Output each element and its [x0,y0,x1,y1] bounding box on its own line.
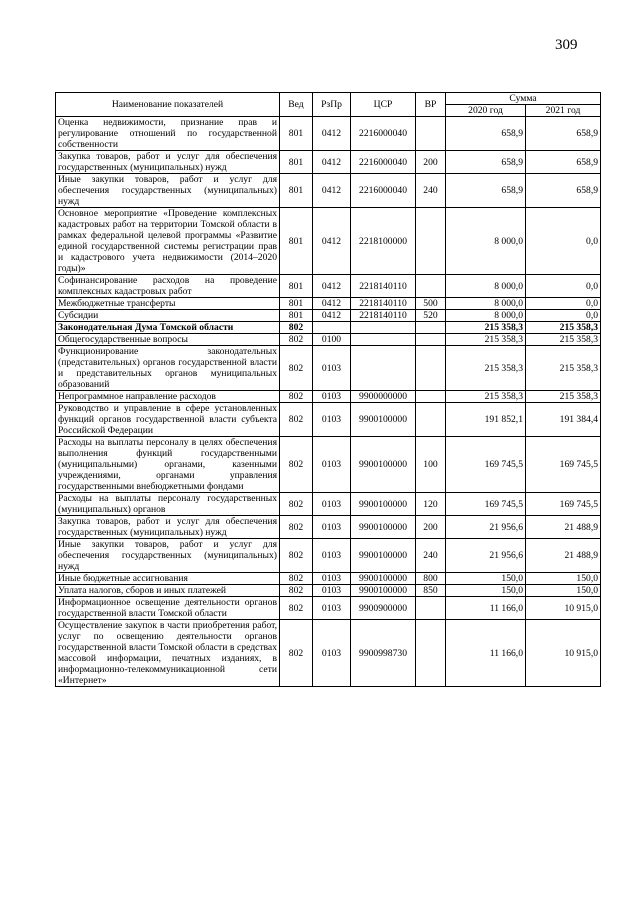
cell-vr: 240 [416,174,446,208]
cell-ved: 802 [280,334,313,346]
cell-rzpr: 0103 [313,585,351,597]
cell-ved: 802 [280,539,313,573]
cell-y2021: 150,0 [526,573,601,585]
cell-csr: 2218140110 [351,275,416,298]
cell-csr: 2216000040 [351,174,416,208]
header-sum: Сумма [446,93,601,105]
cell-vr [416,334,446,346]
cell-ved: 801 [280,275,313,298]
cell-name: Иные закупки товаров, работ и услуг для обеспечения государственных (муниципальных) нужд [56,174,280,208]
cell-ved: 801 [280,151,313,174]
cell-y2021: 0,0 [526,208,601,275]
cell-csr: 9900100000 [351,437,416,493]
cell-y2020: 11 166,0 [446,620,526,687]
cell-y2021: 215 358,3 [526,391,601,403]
cell-ved: 802 [280,493,313,516]
table-row [56,516,601,539]
table-row [56,174,601,208]
cell-y2021: 10 915,0 [526,620,601,687]
cell-csr: 2218100000 [351,208,416,275]
header-row-1 [56,93,601,105]
cell-rzpr: 0103 [313,391,351,403]
cell-rzpr: 0103 [313,493,351,516]
cell-y2021: 215 358,3 [526,346,601,391]
table-row [56,334,601,346]
budget-table [55,92,601,687]
cell-csr [351,346,416,391]
table-row [56,117,601,151]
cell-csr: 9900100000 [351,539,416,573]
cell-name: Расходы на выплаты персоналу государственных (муниципальных) органов [56,493,280,516]
cell-name: Руководство и управление в сфере установленных функций органов государственной власти субъекта Российской Федерации [56,403,280,437]
cell-y2020: 215 358,3 [446,322,526,334]
cell-rzpr: 0103 [313,573,351,585]
cell-vr: 100 [416,437,446,493]
cell-csr: 2218140110 [351,298,416,310]
cell-vr [416,597,446,620]
table-row [56,403,601,437]
cell-rzpr: 0103 [313,437,351,493]
cell-vr [416,403,446,437]
cell-name: Субсидии [56,310,280,322]
cell-ved: 802 [280,403,313,437]
cell-rzpr: 0103 [313,597,351,620]
cell-y2021: 658,9 [526,117,601,151]
cell-name: Информационное освещение деятельности органов государственной власти Томской области [56,597,280,620]
page-number: 309 [555,37,578,53]
cell-rzpr: 0103 [313,516,351,539]
cell-csr: 2218140110 [351,310,416,322]
cell-y2021: 169 745,5 [526,493,601,516]
cell-y2021: 0,0 [526,298,601,310]
cell-ved: 801 [280,117,313,151]
cell-ved: 802 [280,573,313,585]
cell-csr: 9900100000 [351,585,416,597]
cell-ved: 802 [280,346,313,391]
cell-rzpr: 0412 [313,298,351,310]
cell-ved: 802 [280,437,313,493]
cell-vr: 500 [416,298,446,310]
cell-csr: 9900100000 [351,493,416,516]
header-vr: ВР [416,93,446,117]
cell-csr [351,334,416,346]
table-row [56,322,601,334]
cell-vr [416,346,446,391]
cell-name: Закупка товаров, работ и услуг для обеспечения государственных (муниципальных) нужд [56,516,280,539]
cell-ved: 801 [280,298,313,310]
table-row [56,346,601,391]
cell-y2020: 658,9 [446,174,526,208]
cell-y2021: 10 915,0 [526,597,601,620]
cell-y2020: 169 745,5 [446,437,526,493]
cell-ved: 801 [280,174,313,208]
cell-name: Иные бюджетные ассигнования [56,573,280,585]
cell-y2020: 8 000,0 [446,275,526,298]
cell-name: Непрограммное направление расходов [56,391,280,403]
cell-name: Софинансирование расходов на проведение комплексных кадастровых работ [56,275,280,298]
cell-name: Общегосударственные вопросы [56,334,280,346]
cell-csr: 9900900000 [351,597,416,620]
cell-vr [416,275,446,298]
cell-y2021: 150,0 [526,585,601,597]
cell-vr: 200 [416,151,446,174]
cell-y2021: 0,0 [526,310,601,322]
cell-y2021: 21 488,9 [526,539,601,573]
table-row [56,493,601,516]
cell-rzpr: 0412 [313,174,351,208]
cell-csr: 9900000000 [351,391,416,403]
cell-name: Основное мероприятие «Проведение комплексных кадастровых работ на территории Томской области в рамках федеральной целевой программы «Развитие единой государственной системы регистрации прав и кадастрового учета недвижимости (2014–2020 годы)» [56,208,280,275]
cell-y2021: 0,0 [526,275,601,298]
cell-y2021: 169 745,5 [526,437,601,493]
cell-y2020: 150,0 [446,585,526,597]
cell-rzpr: 0103 [313,539,351,573]
table-row [56,437,601,493]
cell-ved: 802 [280,585,313,597]
cell-rzpr: 0412 [313,117,351,151]
cell-vr [416,322,446,334]
cell-vr [416,620,446,687]
cell-rzpr: 0103 [313,620,351,687]
table-body [56,117,601,687]
cell-y2020: 658,9 [446,117,526,151]
cell-vr [416,391,446,403]
cell-rzpr: 0103 [313,403,351,437]
table-row [56,573,601,585]
cell-name: Закупка товаров, работ и услуг для обеспечения государственных (муниципальных) нужд [56,151,280,174]
cell-y2020: 21 956,6 [446,516,526,539]
table-row [56,597,601,620]
cell-ved: 802 [280,516,313,539]
cell-vr: 120 [416,493,446,516]
cell-rzpr: 0412 [313,310,351,322]
cell-y2020: 169 745,5 [446,493,526,516]
cell-y2021: 658,9 [526,174,601,208]
cell-y2020: 8 000,0 [446,298,526,310]
cell-ved: 802 [280,322,313,334]
cell-csr: 9900100000 [351,403,416,437]
cell-csr: 9900100000 [351,573,416,585]
cell-y2020: 11 166,0 [446,597,526,620]
cell-csr: 9900100000 [351,516,416,539]
table-row [56,310,601,322]
cell-y2020: 150,0 [446,573,526,585]
table-row [56,391,601,403]
cell-vr: 800 [416,573,446,585]
cell-csr: 2216000040 [351,151,416,174]
cell-y2021: 215 358,3 [526,322,601,334]
cell-ved: 801 [280,310,313,322]
cell-name: Оценка недвижимости, признание прав и регулирование отношений по государственной собственности [56,117,280,151]
cell-name: Функционирование законодательных (представительных) органов государственной власти и представительных органов муниципальных образований [56,346,280,391]
cell-rzpr: 0412 [313,208,351,275]
cell-y2021: 215 358,3 [526,334,601,346]
cell-y2020: 215 358,3 [446,391,526,403]
cell-ved: 802 [280,391,313,403]
cell-vr: 200 [416,516,446,539]
cell-vr [416,117,446,151]
cell-y2021: 191 384,4 [526,403,601,437]
cell-vr: 240 [416,539,446,573]
cell-csr: 2216000040 [351,117,416,151]
table-row [56,298,601,310]
cell-ved: 801 [280,208,313,275]
cell-y2020: 215 358,3 [446,346,526,391]
header-year-2020: 2020 год [446,105,526,117]
cell-y2020: 8 000,0 [446,310,526,322]
cell-rzpr [313,322,351,334]
cell-y2020: 658,9 [446,151,526,174]
cell-rzpr: 0103 [313,346,351,391]
table-row [56,151,601,174]
table-row [56,620,601,687]
cell-ved: 802 [280,597,313,620]
header-name: Наименование показателей [56,93,280,117]
cell-y2021: 21 488,9 [526,516,601,539]
cell-y2020: 21 956,6 [446,539,526,573]
table-row [56,208,601,275]
header-csr: ЦСР [351,93,416,117]
cell-csr [351,322,416,334]
table-row [56,585,601,597]
table-row [56,539,601,573]
header-ved: Вед [280,93,313,117]
cell-rzpr: 0100 [313,334,351,346]
cell-name: Уплата налогов, сборов и иных платежей [56,585,280,597]
cell-vr: 850 [416,585,446,597]
cell-csr: 9900998730 [351,620,416,687]
cell-name: Осуществление закупок в части приобретения работ, услуг по освещению деятельности органов государственной власти Томской области в средствах массовой информации, печатных изданиях, в информационно-телекоммуникационной сети «Интернет» [56,620,280,687]
cell-y2020: 215 358,3 [446,334,526,346]
header-year-2021: 2021 год [526,105,601,117]
cell-rzpr: 0412 [313,151,351,174]
cell-ved: 802 [280,620,313,687]
cell-name: Иные закупки товаров, работ и услуг для обеспечения государственных (муниципальных) нужд [56,539,280,573]
cell-vr [416,208,446,275]
cell-name: Межбюджетные трансферты [56,298,280,310]
cell-vr: 520 [416,310,446,322]
cell-name: Расходы на выплаты персоналу в целях обеспечения выполнения функций государственными (муниципальными) органами, казенными учреждениями, органами управления государственными внебюджетными фондами [56,437,280,493]
table-row [56,275,601,298]
cell-rzpr: 0412 [313,275,351,298]
cell-y2021: 658,9 [526,151,601,174]
cell-y2020: 8 000,0 [446,208,526,275]
cell-y2020: 191 852,1 [446,403,526,437]
header-rzpr: РзПр [313,93,351,117]
cell-name: Законодательная Дума Томской области [56,322,280,334]
